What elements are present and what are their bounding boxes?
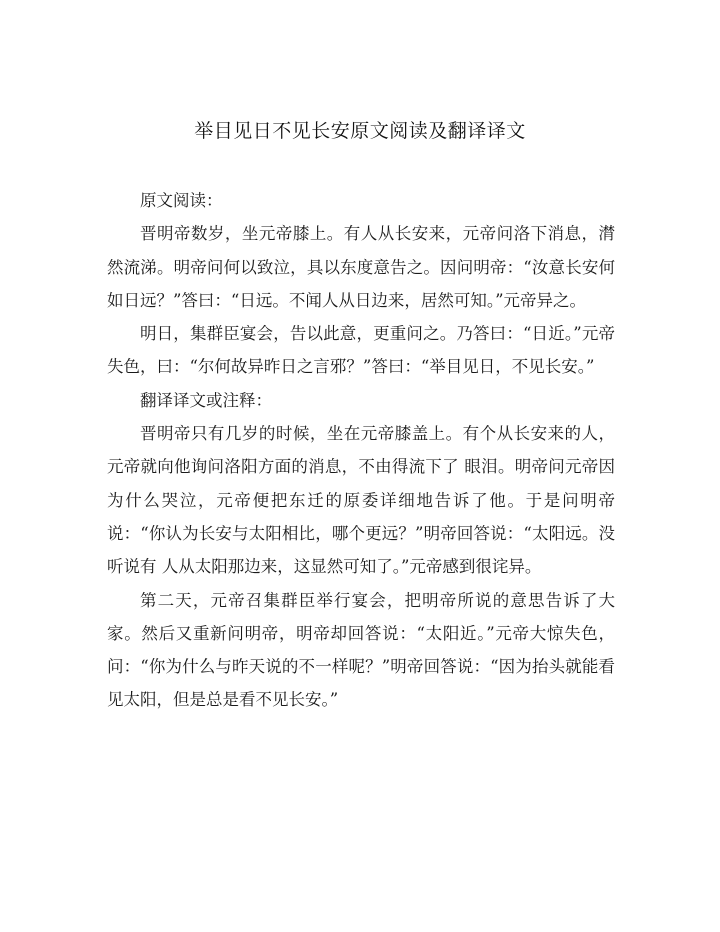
translation-paragraph-1: 晋明帝只有几岁的时候，坐在元帝膝盖上。有个从长安来的人，元帝就向他询问洛阳方面的消息，不由得流下了 眼泪。明帝问元帝因为什么哭泣，元帝便把东迁的原委详细地告诉了他。于是问明帝说：“你认为长安与太阳相比，哪个更远？”明帝回答说：“太阳远。没听说有 人从太阳那边来，这显然可知了。”元帝感到很诧异。 [107,424,615,577]
section-heading-original: 原文阅读： [140,191,223,210]
translation-paragraph-2: 第二天，元帝召集群臣举行宴会，把明帝所说的意思告诉了大家。然后又重新问明帝，明帝却回答说：“太阳近。”元帝大惊失色，问：“你为什么与昨天说的不一样呢？”明帝回答说：“因为抬头就能看见太阳，但是总是看不见长安。” [107,590,615,710]
original-paragraph-1: 晋明帝数岁，坐元帝膝上。有人从长安来，元帝问洛下消息，潸然流涕。明帝问何以致泣，具以东度意告之。因问明帝：“汝意长安何如日远？”答曰：“日远。不闻人从日边来，居然可知。”元帝异之。 [107,224,615,310]
section-heading-translation: 翻译译文或注释： [140,390,272,410]
original-paragraph-2: 明日，集群臣宴会，告以此意，更重问之。乃答曰：“日近。”元帝失色，曰：“尔何故异昨日之言邪？”答曰：“举目见日，不见长安。” [107,324,615,377]
document-title: 举目见日不见长安原文阅读及翻译译文 [194,120,526,142]
document-body [107,184,615,717]
